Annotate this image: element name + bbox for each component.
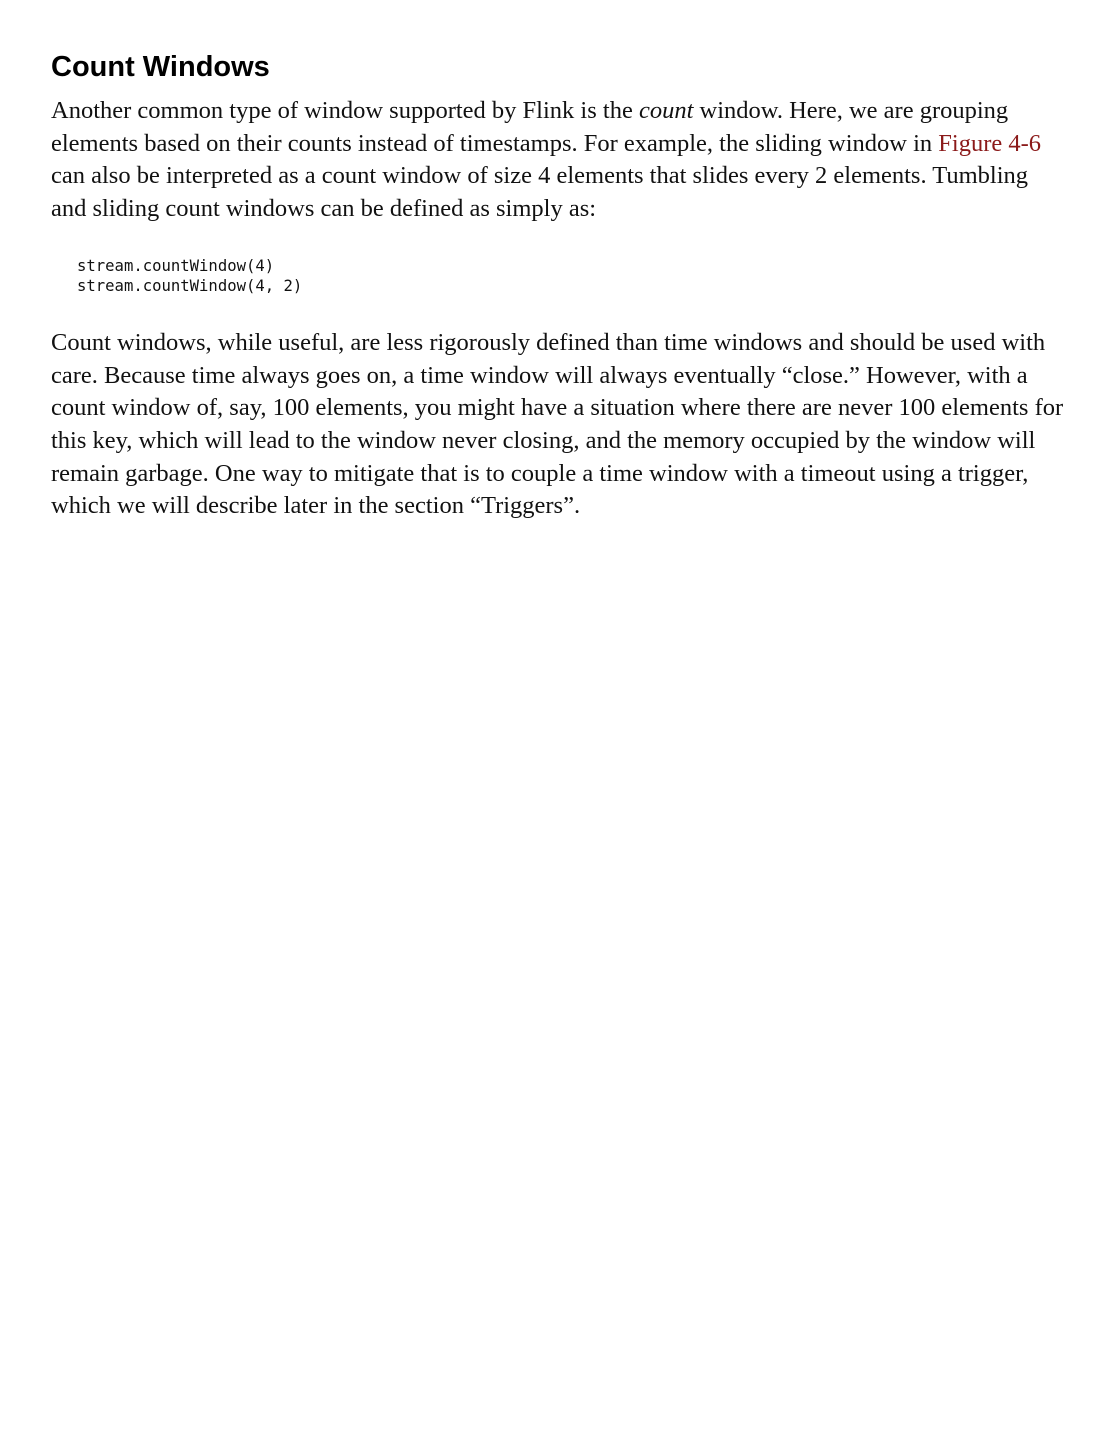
paragraph-text-segment: Another common type of window supported by Flink is the xyxy=(51,97,639,124)
code-line: stream.countWindow(4) xyxy=(77,256,275,275)
emphasis-count: count xyxy=(638,97,694,124)
section-title: Count Windows xyxy=(51,51,270,83)
figure-4-6-link[interactable]: Figure 4-6 xyxy=(938,129,1042,157)
code-line: stream.countWindow(4, 2) xyxy=(77,276,303,295)
code-block xyxy=(77,256,1066,296)
paragraph-text-segment: window. Here, we are grouping elements based on their counts instead of timestamps. For example, the sliding window in xyxy=(51,97,1009,157)
paragraph-count-window-caveat: Count windows, while useful, are less rigorously defined than time windows and should be used with care. Because time always goes on, a time window will always eventually “close.” However, with a count window of, say, 100 elements, you might have a situation where there are never 100 elements for this key, which will lead to the window never closing, and the memory occupied by the window will remain garbage. One way to mitigate that is to couple a time window with a timeout using a trigger, which we will describe later in the section “Triggers”. xyxy=(51,328,1064,520)
page-content xyxy=(51,50,1066,523)
paragraph-text-segment: can also be interpreted as a count window of size 4 elements that slides every 2 elements. Tumbling and sliding count windows can be defined as simply as: xyxy=(51,162,1029,223)
paragraph-count-window-intro xyxy=(51,95,1066,226)
